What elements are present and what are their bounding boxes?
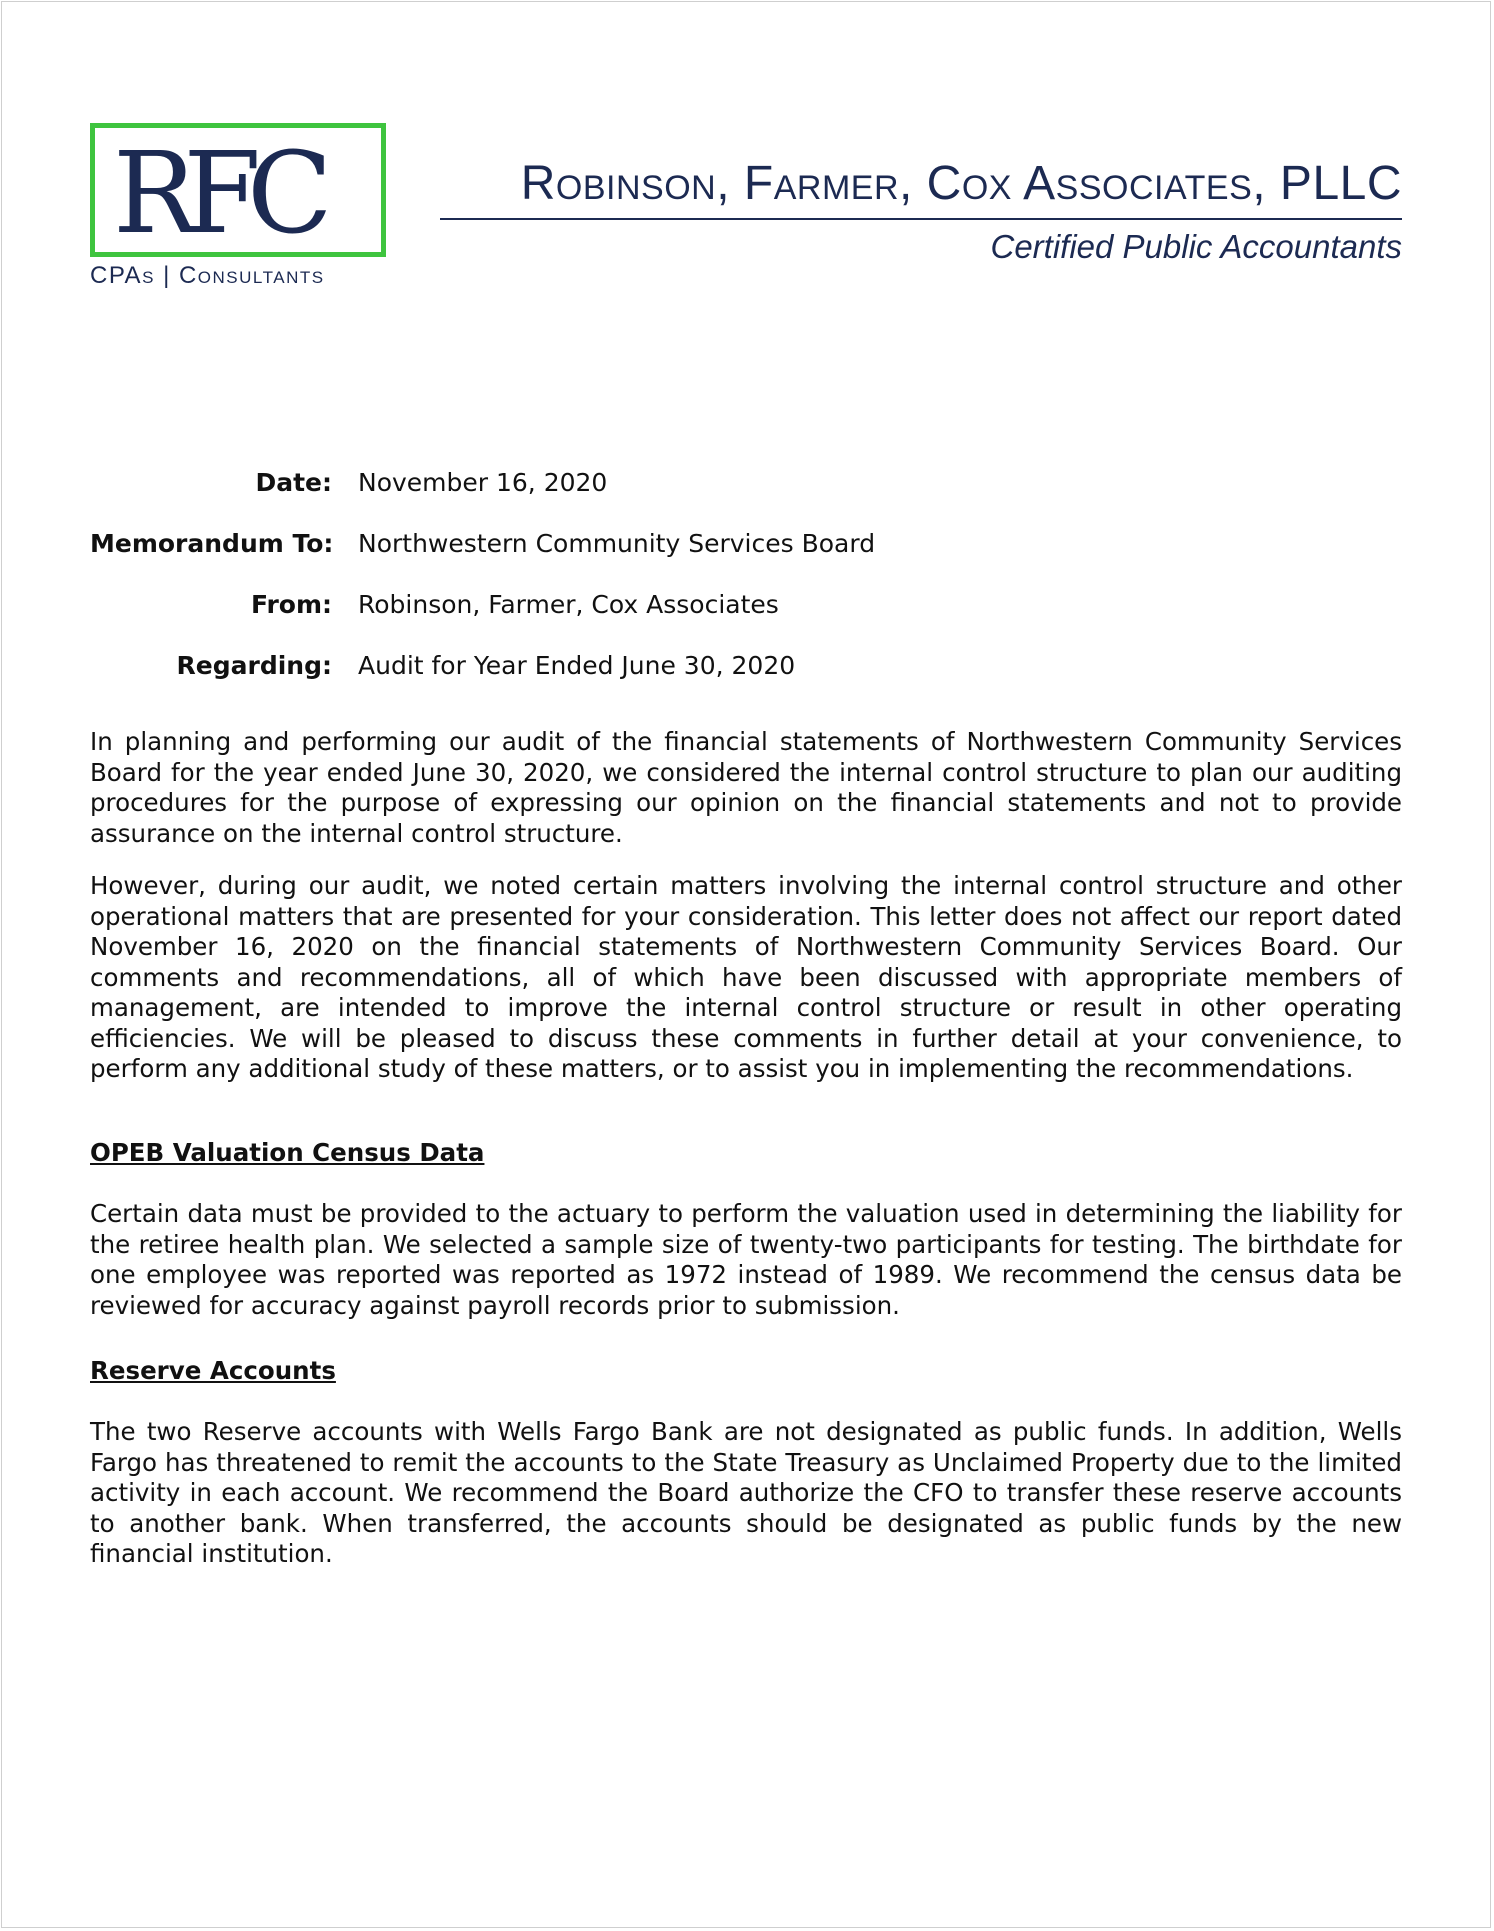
memorandum-to-label: Memorandum To:: [90, 529, 334, 558]
rfc-logo-mark: RFC: [113, 129, 319, 259]
logo-caption: CPAs | Consultants: [90, 262, 325, 289]
memorandum-to-value: Northwestern Community Services Board: [358, 529, 876, 558]
firm-name: Robinson, Farmer, Cox Associates, PLLC: [520, 157, 1402, 210]
firm-tagline: Certified Public Accountants: [990, 228, 1402, 265]
intro-paragraph: In planning and performing our audit of the financial statements of Northwestern Community Services Board for the year ended June 30, 2020, we considered the internal control structure to plan our auditing procedures for the purpose of expressing our opinion on the financial statements and not to provide assurance on the internal control structure.: [90, 727, 1402, 848]
date-value: November 16, 2020: [358, 468, 608, 497]
from-value: Robinson, Farmer, Cox Associates: [358, 590, 779, 619]
opeb-section-heading: OPEB Valuation Census Data: [90, 1138, 485, 1167]
memo-header: [90, 466, 1400, 710]
opeb-section-text: Certain data must be provided to the actuary to perform the valuation used in determining the liability for the retiree health plan. We selected a sample size of twenty-two participants for testing. The birthdate for one employee was reported was reported as 1972 instead of 1989. We recommend the census data be reviewed for accuracy against payroll records prior to submission.: [90, 1199, 1402, 1320]
memo-to-row: [90, 527, 1400, 588]
memo-date-row: [90, 466, 1400, 527]
regarding-label: Regarding:: [176, 651, 332, 680]
reserve-section-heading: Reserve Accounts: [90, 1356, 336, 1385]
memo-from-row: [90, 588, 1400, 649]
memo-regarding-row: [90, 649, 1400, 710]
rfc-logo: [90, 123, 386, 257]
reserve-section-text: The two Reserve accounts with Wells Fargo Bank are not designated as public funds. In addition, Wells Fargo has threatened to remit the accounts to the State Treasury as Unclaimed Property due to the limited activity in each account. We recommend the Board authorize the CFO to transfer these reserve accounts to another bank. When transferred, the accounts should be designated as public funds by the new financial institution.: [90, 1417, 1402, 1568]
from-label: From:: [250, 590, 332, 619]
matters-paragraph: However, during our audit, we noted certain matters involving the internal control structure and other operational matters that are presented for your consideration. This letter does not affect our report dated November 16, 2020 on the financial statements of Northwestern Community Services Board. Our comments and recommendations, all of which have been discussed with appropriate members of management, are intended to improve the internal control structure or result in other operating efficiencies. We will be pleased to discuss these comments in further detail at your convenience, to perform any additional study of these matters, or to assist you in implementing the recommendations.: [90, 871, 1402, 1083]
letterhead-divider: [440, 218, 1402, 220]
regarding-value: Audit for Year Ended June 30, 2020: [358, 651, 796, 680]
date-label: Date:: [255, 468, 332, 497]
